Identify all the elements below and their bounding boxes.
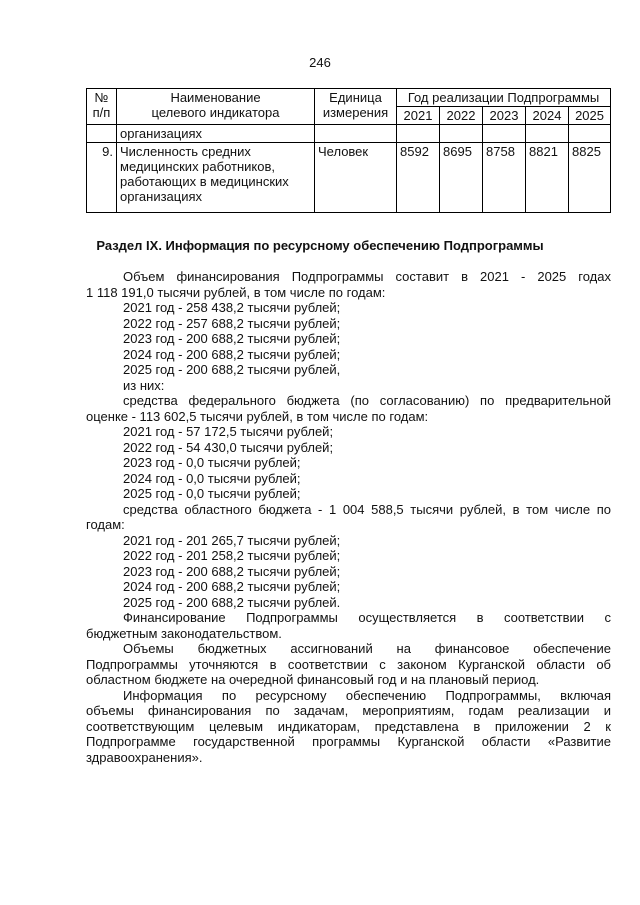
header-indicator-name: Наименование целевого индикатора [117,89,315,125]
cell-continuation: организациях [117,125,315,143]
cell-empty [526,125,569,143]
body-text [86,269,611,765]
header-year: 2023 [483,107,526,125]
text-line: годам: [86,517,125,532]
indicator-table [86,88,611,213]
text-line: средства областного бюджета - 1 004 588,5 тысячи рублей, в том числе по [123,501,611,517]
cell-empty [315,125,397,143]
text-line: бюджетным законодательством. [86,625,282,641]
cell-empty [483,125,526,143]
list-item: 2023 год - 0,0 тысячи рублей; [123,455,301,470]
list-item: 2025 год - 200 688,2 тысячи рублей. [123,594,341,610]
cell-row-num: 9. [87,143,117,213]
header-num: № п/п [87,89,117,125]
text-line: Подпрограммы уточняются в соответствии с законом Курганской области об [86,656,611,672]
text-line: средства федерального бюджета (по согласованию) по предварительной [123,393,611,408]
cell-empty [87,125,117,143]
list-item: 2024 год - 0,0 тысячи рублей; [123,470,301,486]
text-line: Финансирование Подпрограммы осуществляется в соответствии с [123,610,611,625]
text-line: из них: [123,377,165,393]
cell-value: 8758 [483,143,526,213]
list-item: 2024 год - 200 688,2 тысячи рублей; [123,346,341,362]
list-item: 2021 год - 57 172,5 тысячи рублей; [123,424,334,439]
list-item: 2025 год - 0,0 тысячи рублей; [123,486,301,501]
text-line: Объем финансирования Подпрограммы составит в 2021 - 2025 годах [123,269,611,284]
text-line: 1 118 191,0 тысячи рублей, в том числе по годам: [86,284,386,300]
table-row [87,143,611,213]
header-unit: Единица измерения [315,89,397,125]
cell-value: 8695 [440,143,483,213]
text-line: объемы финансирования по задачам, мероприятиям, годам реализации и [86,703,611,718]
list-item: 2021 год - 201 265,7 тысячи рублей; [123,532,341,548]
text-line: здравоохранения». [86,749,203,765]
header-years-group: Год реализации Подпрограммы [397,89,611,107]
text-line: областном бюджете на очередной финансовый год и на плановый период. [86,672,540,687]
cell-value: 8825 [569,143,611,213]
list-item: 2024 год - 200 688,2 тысячи рублей; [123,579,341,594]
cell-indicator-name: Численность средних медицинских работников, работающих в медицинских организациях [117,143,315,213]
text-line: оценке - 113 602,5 тысячи рублей, в том числе по годам: [86,408,429,424]
list-item: 2023 год - 200 688,2 тысячи рублей; [123,331,341,346]
list-item: 2023 год - 200 688,2 тысячи рублей; [123,563,341,579]
list-item: 2021 год - 258 438,2 тысячи рублей; [123,300,341,315]
page-number: 246 [309,55,331,70]
header-year: 2025 [569,107,611,125]
text-line: соответствующим целевым индикаторам, представлена в приложении 2 к [86,718,611,734]
table-row [87,125,611,143]
header-year: 2024 [526,107,569,125]
header-year: 2022 [440,107,483,125]
cell-empty [397,125,440,143]
cell-value: 8592 [397,143,440,213]
cell-unit: Человек [315,143,397,213]
list-item: 2022 год - 201 258,2 тысячи рублей; [123,548,341,563]
text-line: Объемы бюджетных ассигнований на финансовое обеспечение [123,641,611,656]
cell-empty [569,125,611,143]
list-item: 2022 год - 257 688,2 тысячи рублей; [123,315,341,331]
cell-empty [440,125,483,143]
text-line: Информация по ресурсному обеспечению Подпрограммы, включая [123,687,611,703]
section-heading: Раздел IX. Информация по ресурсному обеспечению Подпрограммы [96,238,544,253]
text-line: Подпрограмме государственной программы Курганской области «Развитие [86,734,611,749]
list-item: 2022 год - 54 430,0 тысячи рублей; [123,439,334,455]
cell-value: 8821 [526,143,569,213]
list-item: 2025 год - 200 688,2 тысячи рублей, [123,362,341,377]
header-year: 2021 [397,107,440,125]
